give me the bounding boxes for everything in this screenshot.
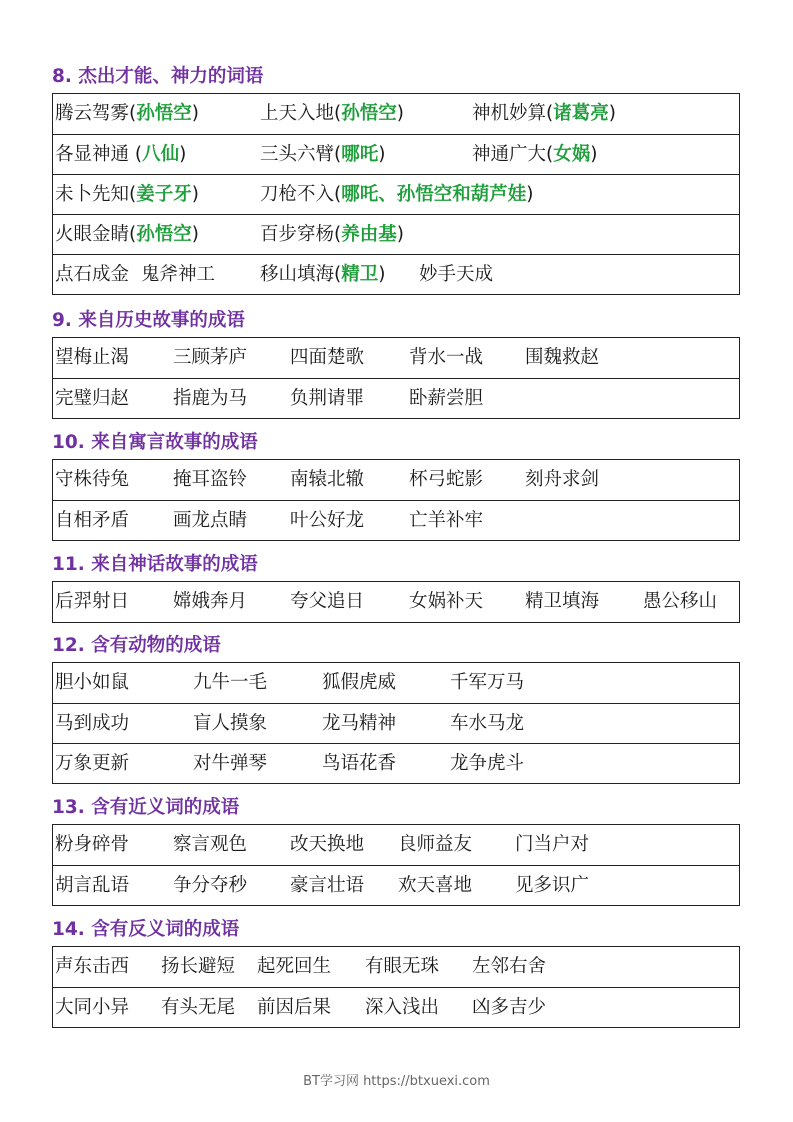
section-heading: 10. 来自寓言故事的成语	[52, 432, 258, 453]
table-row	[53, 703, 739, 743]
idiom-cell: 万象更新	[55, 753, 130, 774]
table-row	[53, 214, 739, 254]
idiom-cell	[55, 215, 199, 254]
character-name: 孙悟空	[136, 103, 192, 124]
section-heading: 13. 含有近义词的成语	[52, 797, 240, 818]
idiom-cell: 深入浅出	[365, 997, 440, 1018]
idiom-cell: 九牛一毛	[193, 672, 268, 693]
idiom-cell: 有头无尾	[161, 997, 236, 1018]
idiom-cell	[472, 94, 616, 133]
character-name: 女娲	[553, 144, 591, 165]
idiom-cell: 四面楚歌	[290, 347, 365, 368]
idiom-cell: 起死回生	[257, 956, 332, 977]
idiom-cell: 完璧归赵	[55, 388, 130, 409]
idiom-cell: 狐假虎威	[322, 672, 397, 693]
footer-text: BT学习网 https://btxuexi.com	[303, 1074, 490, 1089]
idiom-cell: 愚公移山	[643, 591, 718, 612]
table-row	[53, 134, 739, 174]
idiom-cell	[419, 255, 493, 294]
idiom-cell	[260, 215, 404, 254]
idiom-cell: 负荆请罪	[290, 388, 365, 409]
idiom-table	[52, 93, 740, 295]
idiom-cell: 胡言乱语	[55, 875, 130, 896]
table-row	[53, 94, 739, 134]
idiom-cell: 左邻右舍	[472, 956, 547, 977]
idiom-text: 鬼斧神工	[141, 264, 216, 285]
idiom-cell: 门当户对	[515, 834, 590, 855]
closing-paren: )	[378, 144, 386, 165]
character-name: 哪吒、孙悟空和葫芦娃	[341, 184, 527, 205]
idiom-text: 未卜先知(	[55, 184, 137, 205]
closing-paren: )	[608, 103, 616, 124]
section-heading: 14. 含有反义词的成语	[52, 919, 240, 940]
table-row	[53, 663, 739, 703]
table-row	[53, 825, 739, 865]
idiom-cell: 龙争虎斗	[450, 753, 525, 774]
idiom-cell: 盲人摸象	[193, 713, 268, 734]
idiom-table	[52, 946, 740, 1028]
idiom-cell: 叶公好龙	[290, 510, 365, 531]
idiom-text: 百步穿杨(	[260, 224, 342, 245]
idiom-cell: 嫦娥奔月	[173, 591, 248, 612]
character-name: 诸葛亮	[553, 103, 609, 124]
idiom-cell: 亡羊补牢	[409, 510, 484, 531]
idiom-cell: 有眼无珠	[365, 956, 440, 977]
idiom-text: 点石成金	[55, 264, 130, 285]
idiom-table	[52, 662, 740, 784]
idiom-text: 三头六臂(	[260, 144, 342, 165]
section-heading: 12. 含有动物的成语	[52, 635, 221, 656]
idiom-cell: 声东击西	[55, 956, 130, 977]
idiom-cell: 女娲补天	[409, 591, 484, 612]
idiom-cell: 争分夺秒	[173, 875, 248, 896]
table-row	[53, 865, 739, 905]
idiom-cell: 卧薪尝胆	[409, 388, 484, 409]
table-row	[53, 743, 739, 783]
idiom-cell: 凶多吉少	[472, 997, 547, 1018]
idiom-cell: 三顾茅庐	[173, 347, 248, 368]
idiom-cell: 粉身碎骨	[55, 834, 130, 855]
idiom-cell: 后羿射日	[55, 591, 130, 612]
idiom-text: 腾云驾雾(	[55, 103, 137, 124]
idiom-cell: 夸父追日	[290, 591, 365, 612]
section-heading: 8. 杰出才能、神力的词语	[52, 66, 264, 87]
closing-paren: )	[396, 224, 404, 245]
idiom-cell: 千军万马	[450, 672, 525, 693]
idiom-cell: 刻舟求剑	[525, 469, 600, 490]
idiom-text: 神机妙算(	[472, 103, 554, 124]
idiom-cell: 鸟语花香	[322, 753, 397, 774]
closing-paren: )	[191, 224, 199, 245]
table-row	[53, 947, 739, 987]
idiom-text: 移山填海(	[260, 264, 342, 285]
idiom-cell: 扬长避短	[161, 956, 236, 977]
closing-paren: )	[526, 184, 534, 205]
idiom-cell	[55, 255, 129, 294]
idiom-cell: 画龙点睛	[173, 510, 248, 531]
idiom-cell: 围魏救赵	[525, 347, 600, 368]
idiom-cell: 指鹿为马	[173, 388, 248, 409]
closing-paren: )	[396, 103, 404, 124]
idiom-cell: 南辕北辙	[290, 469, 365, 490]
idiom-cell	[260, 175, 533, 214]
idiom-cell: 察言观色	[173, 834, 248, 855]
idiom-cell: 杯弓蛇影	[409, 469, 484, 490]
character-name: 哪吒	[341, 144, 379, 165]
idiom-cell	[55, 94, 199, 133]
idiom-cell: 见多识广	[515, 875, 590, 896]
character-name: 精卫	[341, 264, 379, 285]
idiom-cell: 胆小如鼠	[55, 672, 130, 693]
idiom-cell	[55, 175, 199, 214]
idiom-cell: 掩耳盗铃	[173, 469, 248, 490]
table-row	[53, 500, 739, 540]
character-name: 养由基	[341, 224, 397, 245]
idiom-cell	[260, 255, 385, 294]
idiom-cell	[472, 135, 597, 174]
idiom-text: 火眼金睛(	[55, 224, 137, 245]
section-heading: 11. 来自神话故事的成语	[52, 554, 258, 575]
closing-paren: )	[378, 264, 386, 285]
table-row	[53, 582, 739, 622]
closing-paren: )	[179, 144, 187, 165]
table-row	[53, 254, 739, 294]
section-heading: 9. 来自历史故事的成语	[52, 310, 245, 331]
idiom-text: 妙手天成	[419, 264, 494, 285]
character-name: 姜子牙	[136, 184, 192, 205]
closing-paren: )	[191, 184, 199, 205]
idiom-cell: 自相矛盾	[55, 510, 130, 531]
idiom-cell: 背水一战	[409, 347, 484, 368]
table-row	[53, 987, 739, 1027]
idiom-table	[52, 337, 740, 419]
table-row	[53, 378, 739, 418]
idiom-text: 刀枪不入(	[260, 184, 342, 205]
table-row	[53, 174, 739, 214]
idiom-cell	[260, 135, 385, 174]
idiom-cell: 大同小异	[55, 997, 130, 1018]
table-row	[53, 460, 739, 500]
idiom-cell: 对牛弹琴	[193, 753, 268, 774]
idiom-table	[52, 581, 740, 623]
idiom-text: 各显神通 (	[55, 144, 143, 165]
idiom-cell: 马到成功	[55, 713, 130, 734]
idiom-table	[52, 459, 740, 541]
idiom-cell: 前因后果	[257, 997, 332, 1018]
idiom-cell: 龙马精神	[322, 713, 397, 734]
idiom-cell: 精卫填海	[525, 591, 600, 612]
character-name: 孙悟空	[341, 103, 397, 124]
idiom-cell	[55, 135, 186, 174]
idiom-cell: 欢天喜地	[398, 875, 473, 896]
idiom-cell	[260, 94, 404, 133]
idiom-cell: 车水马龙	[450, 713, 525, 734]
idiom-cell: 守株待兔	[55, 469, 130, 490]
character-name: 八仙	[142, 144, 180, 165]
idiom-cell: 改天换地	[290, 834, 365, 855]
closing-paren: )	[191, 103, 199, 124]
idiom-cell: 望梅止渴	[55, 347, 130, 368]
idiom-cell	[141, 255, 215, 294]
closing-paren: )	[590, 144, 598, 165]
idiom-text: 上天入地(	[260, 103, 342, 124]
idiom-text: 神通广大(	[472, 144, 554, 165]
idiom-cell: 豪言壮语	[290, 875, 365, 896]
table-row	[53, 338, 739, 378]
idiom-table	[52, 824, 740, 906]
character-name: 孙悟空	[136, 224, 192, 245]
idiom-cell: 良师益友	[398, 834, 473, 855]
